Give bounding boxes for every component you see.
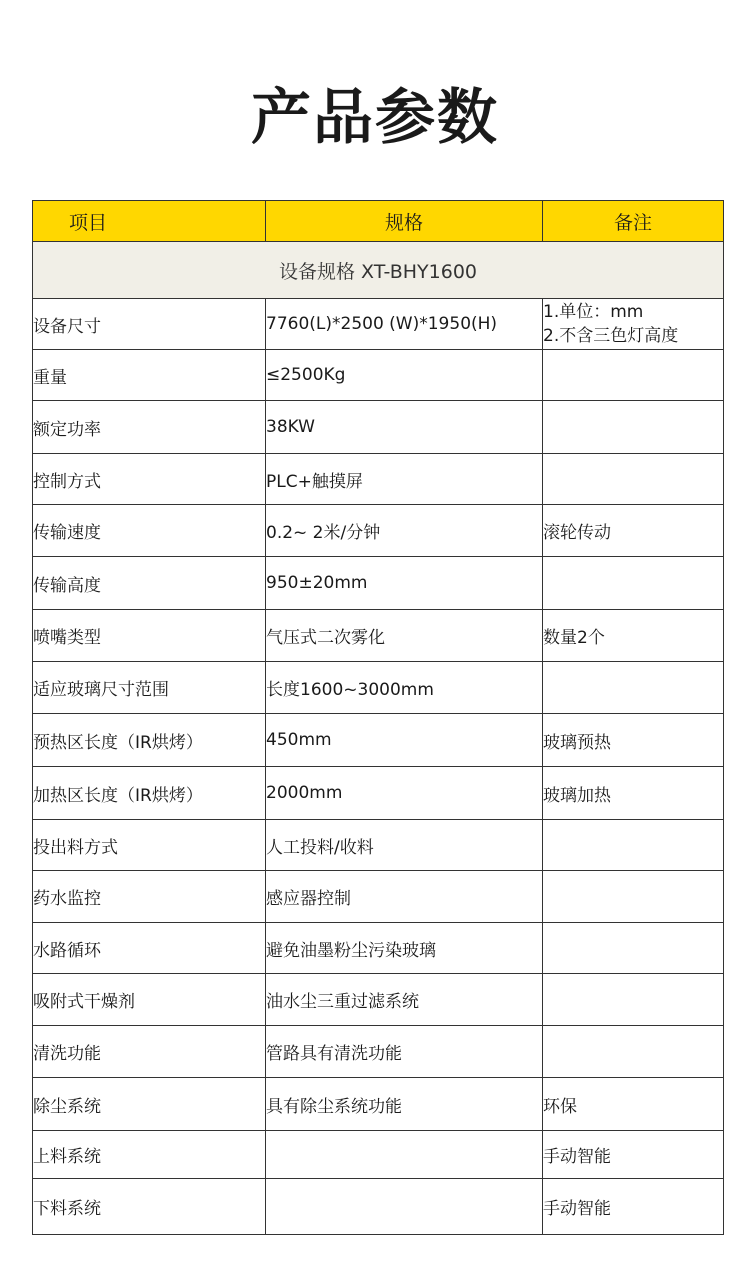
row-item-name: 下料系统: [33, 1179, 266, 1235]
row-note-line: 玻璃加热: [543, 785, 611, 806]
row-note: [543, 1026, 724, 1078]
section-header-row: [33, 242, 724, 299]
row-spec-value: 油水尘三重过滤系统: [266, 974, 543, 1026]
table-row: [33, 662, 724, 714]
table-row: [33, 923, 724, 974]
table-row: [33, 1131, 724, 1179]
table-row: [33, 557, 724, 610]
row-item-name: 适应玻璃尺寸范围: [33, 662, 266, 714]
row-item-name: 传输高度: [33, 557, 266, 610]
table-row: [33, 610, 724, 662]
row-note-line: 手动智能: [543, 1147, 611, 1167]
table-row: [33, 1078, 724, 1131]
table-row: [33, 820, 724, 871]
row-spec-value: 避免油墨粉尘污染玻璃: [266, 923, 543, 974]
row-spec-value: 具有除尘系统功能: [266, 1078, 543, 1131]
row-item-name: 吸附式干燥剂: [33, 974, 266, 1026]
row-note-line: 环保: [543, 1096, 577, 1117]
row-note-line: 2.不含三色灯高度: [543, 326, 679, 346]
row-note: [543, 974, 724, 1026]
row-note: [543, 871, 724, 923]
row-item-name: 上料系统: [33, 1131, 266, 1179]
table-row: [33, 767, 724, 820]
table-row: [33, 1179, 724, 1235]
row-note: [543, 1131, 724, 1179]
row-note: [543, 1179, 724, 1235]
row-note: [543, 767, 724, 820]
row-note: [543, 1078, 724, 1131]
row-note: [543, 610, 724, 662]
table-row: [33, 454, 724, 505]
spec-table: [32, 200, 724, 1235]
row-item-name: 除尘系统: [33, 1078, 266, 1131]
table-row: [33, 974, 724, 1026]
table-row: [33, 299, 724, 350]
row-note-line: 手动智能: [543, 1199, 611, 1219]
row-note-line: 滚轮传动: [543, 523, 611, 543]
row-item-name: 喷嘴类型: [33, 610, 266, 662]
row-note: [543, 505, 724, 557]
column-header-note: 备注: [543, 201, 724, 242]
row-item-name: 设备尺寸: [33, 299, 266, 350]
column-header-item: 项目: [33, 201, 266, 242]
table-header-row: [33, 201, 724, 242]
table-row: [33, 1026, 724, 1078]
row-note: [543, 820, 724, 871]
table-row: [33, 714, 724, 767]
row-item-name: 重量: [33, 350, 266, 401]
table-row: [33, 350, 724, 401]
row-spec-value: 38KW: [266, 401, 543, 454]
row-note: [543, 454, 724, 505]
row-spec-value: 7760(L)*2500 (W)*1950(H): [266, 299, 543, 350]
column-header-spec: 规格: [266, 201, 543, 242]
row-item-name: 加热区长度（IR烘烤）: [33, 767, 266, 820]
row-note-line: 1.单位：mm: [543, 302, 644, 322]
row-spec-value: 长度1600~3000mm: [266, 662, 543, 714]
row-spec-value: [266, 1179, 543, 1235]
row-spec-value: PLC+触摸屏: [266, 454, 543, 505]
row-spec-value: 2000mm: [266, 767, 543, 820]
row-spec-value: 气压式二次雾化: [266, 610, 543, 662]
row-spec-value: [266, 1131, 543, 1179]
row-item-name: 预热区长度（IR烘烤）: [33, 714, 266, 767]
row-item-name: 控制方式: [33, 454, 266, 505]
row-item-name: 水路循环: [33, 923, 266, 974]
row-note: [543, 401, 724, 454]
row-note: [543, 923, 724, 974]
row-spec-value: 管路具有清洗功能: [266, 1026, 543, 1078]
row-spec-value: 感应器控制: [266, 871, 543, 923]
page-title: 产品参数: [251, 83, 499, 153]
row-note: [543, 714, 724, 767]
row-item-name: 额定功率: [33, 401, 266, 454]
row-item-name: 清洗功能: [33, 1026, 266, 1078]
row-note: [543, 662, 724, 714]
row-note: [543, 299, 724, 350]
table-row: [33, 871, 724, 923]
row-note: [543, 350, 724, 401]
row-spec-value: 0.2~ 2米/分钟: [266, 505, 543, 557]
row-note-line: 玻璃预热: [543, 732, 611, 753]
table-row: [33, 401, 724, 454]
section-title: 设备规格 XT-BHY1600: [33, 242, 724, 299]
row-note-line: 数量2个: [543, 628, 605, 648]
table-row: [33, 505, 724, 557]
row-spec-value: 950±20mm: [266, 557, 543, 610]
row-spec-value: ≤2500Kg: [266, 350, 543, 401]
row-item-name: 药水监控: [33, 871, 266, 923]
row-item-name: 传输速度: [33, 505, 266, 557]
row-item-name: 投出料方式: [33, 820, 266, 871]
row-note: [543, 557, 724, 610]
row-spec-value: 人工投料/收料: [266, 820, 543, 871]
row-spec-value: 450mm: [266, 714, 543, 767]
